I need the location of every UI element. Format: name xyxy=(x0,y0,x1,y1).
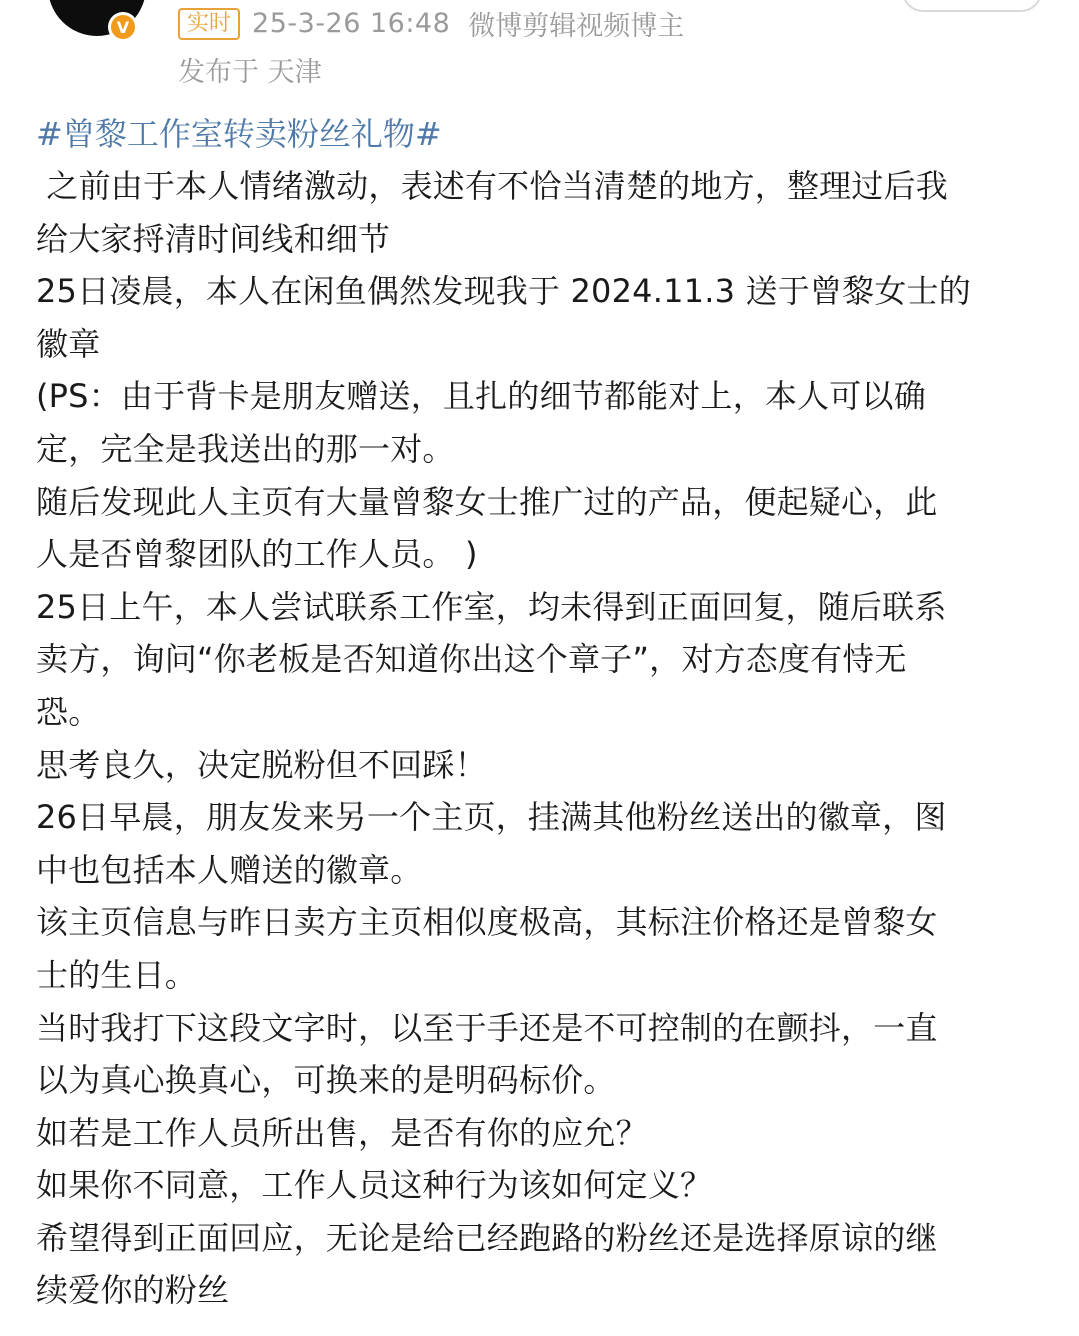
paragraph: 26日早晨，朋友发来另一个主页，挂满其他粉丝送出的徽章，图 中也包括本人赠送的徽章。 xyxy=(36,798,947,889)
paragraph: 思考良久，决定脱粉但不回踩！ xyxy=(36,745,487,784)
paragraph: 当时我打下这段文字时，以至于手还是不可控制的在颤抖，一直 以为真心换真心，可换来的是明码标价。 xyxy=(36,1008,938,1100)
paragraph: 该主页信息与昨日卖方主页相似度极高，其标注价格还是曾黎女 士的生日。 xyxy=(36,903,938,994)
paragraph: 随后发现此人主页有大量曾黎女士推广过的产品，便起疑心，此 人是否曾黎团队的工作人员。 ) xyxy=(36,482,938,574)
realtime-badge: 实时 xyxy=(178,8,240,40)
paragraph: (PS：由于背卡是朋友赠送，且扎的细节都能对上，本人可以确 定，完全是我送出的那一对。 xyxy=(36,377,926,468)
follow-button[interactable] xyxy=(902,0,1042,12)
paragraph: 如果你不同意，工作人员这种行为该如何定义？ xyxy=(36,1166,713,1205)
paragraph: 之前由于本人情绪激动，表述有不恰当清楚的地方，整理过后我 给大家捋清时间线和细节 xyxy=(36,167,948,258)
verified-icon: V xyxy=(108,12,138,42)
post-meta xyxy=(178,4,684,43)
author-title: 微博剪辑视频博主 xyxy=(468,11,685,42)
paragraph: 如若是工作人员所出售，是否有你的应允？ xyxy=(36,1113,648,1152)
topic-link[interactable]: #曾黎工作室转卖粉丝礼物# xyxy=(36,115,442,153)
paragraph: 希望得到正面回应，无论是给已经跑路的粉丝还是选择原谅的继 续爱你的粉丝 xyxy=(36,1218,938,1310)
paragraph: 25日上午，本人尝试联系工作室，均未得到正面回复，随后联系 卖方，询问“你老板是否知道你出这个章子”，对方态度有恃无 恐。 xyxy=(36,587,947,731)
post-location: 发布于 天津 xyxy=(178,57,322,88)
post-time: 25-3-26 16:48 xyxy=(252,8,451,39)
post-content xyxy=(36,108,1036,1317)
paragraph: 25日凌晨，本人在闲鱼偶然发现我于 2024.11.3 送于曾黎女士的 徽章 xyxy=(36,272,971,363)
